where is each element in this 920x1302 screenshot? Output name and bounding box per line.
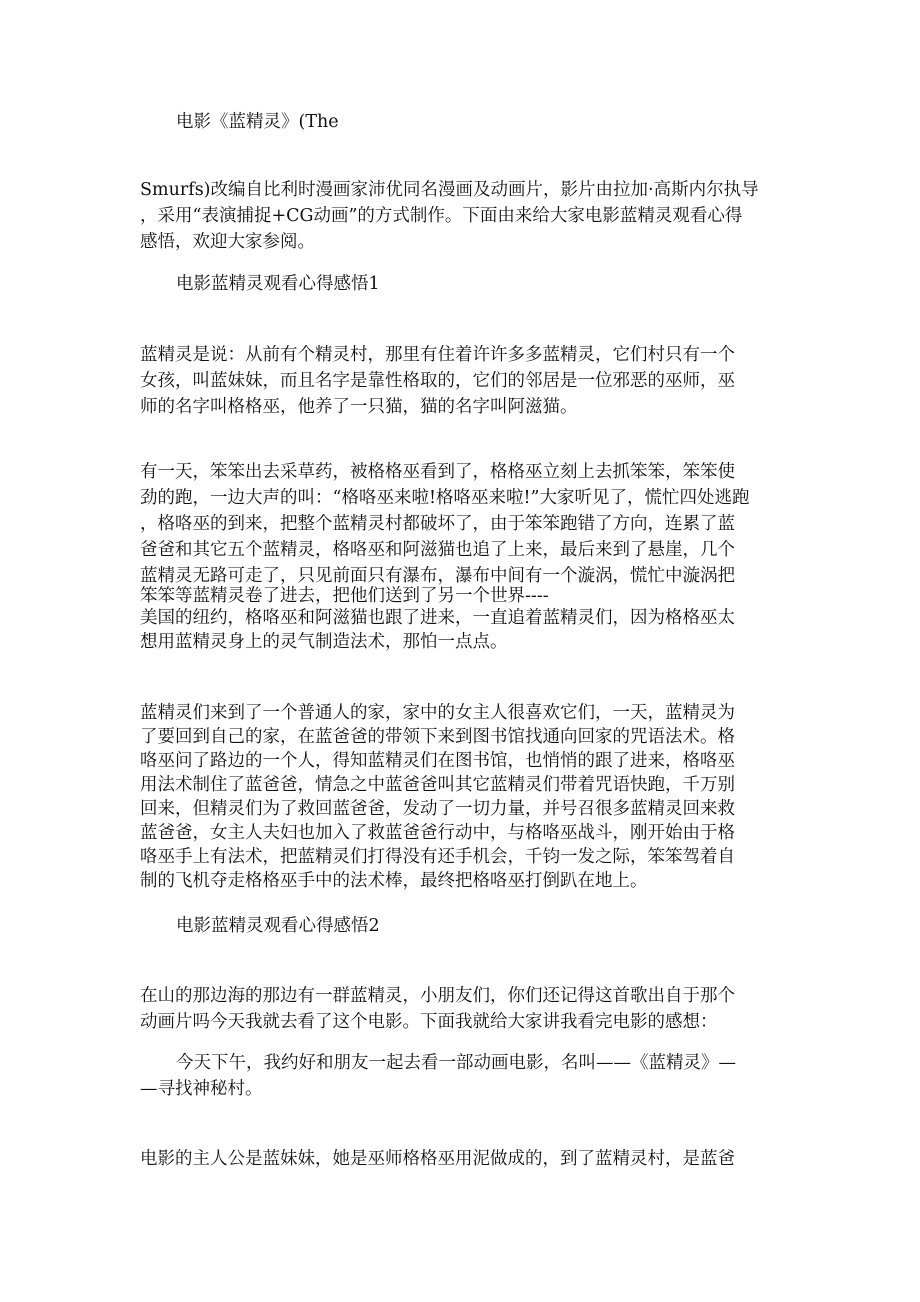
paragraph-line: 电影的主人公是蓝妹妹，她是巫师格格巫用泥做成的，到了蓝精灵村，是蓝爸 (140, 1149, 735, 1169)
intro-line: 感悟，欢迎大家参阅。 (140, 232, 315, 252)
paragraph-line: 蓝爸爸，女主人夫妇也加入了救蓝爸爸行动中，与格咯巫战斗，刚开始由于格 (140, 823, 735, 843)
intro-title-line: 电影《蓝精灵》(The (176, 112, 339, 132)
paragraph-line: 笨笨等蓝精灵卷了进去，把他们送到了另一个世界---- (140, 586, 549, 606)
paragraph-line: 用法术制住了蓝爸爸，情急之中蓝爸爸叫其它蓝精灵们带着咒语快跑，千万别 (140, 775, 735, 795)
paragraph-line: 蓝精灵无路可走了，只见前面只有瀑布，瀑布中间有一个漩涡，慌忙中漩涡把 (140, 566, 735, 586)
paragraph-line: 师的名字叫格格巫，他养了一只猫，猫的名字叫阿滋猫。 (140, 397, 578, 417)
paragraph-line: 女孩，叫蓝妹妹，而且名字是靠性格取的，它们的邻居是一位邪恶的巫师，巫 (140, 371, 735, 391)
paragraph-line: —寻找神秘村。 (140, 1079, 263, 1099)
paragraph-line: ，格咯巫的到来，把整个蓝精灵村都破坏了，由于笨笨跑错了方向，连累了蓝 (140, 514, 735, 534)
intro-line: Smurfs)改编自比利时漫画家沛优同名漫画及动画片，影片由拉加·高斯内尔执导 (140, 180, 759, 200)
paragraph-line: 爸爸和其它五个蓝精灵，格咯巫和阿滋猫也追了上来，最后来到了悬崖，几个 (140, 540, 735, 560)
paragraph-line: 今天下午，我约好和朋友一起去看一部动画电影，名叫——《蓝精灵》— (176, 1053, 736, 1073)
paragraph-line: 美国的纽约，格咯巫和阿滋猫也跟了进来，一直追着蓝精灵们，因为格格巫太 (140, 608, 735, 628)
paragraph-line: 回来，但精灵们为了救回蓝爸爸，发动了一切力量，并号召很多蓝精灵回来救 (140, 799, 735, 819)
section-heading-2: 电影蓝精灵观看心得感悟2 (176, 916, 380, 936)
paragraph-line: 想用蓝精灵身上的灵气制造法术，那怕一点点。 (140, 632, 508, 652)
paragraph-line: 动画片吗今天我就去看了这个电影。下面我就给大家讲我看完电影的感想： (140, 1012, 718, 1032)
paragraph-line: 有一天，笨笨出去采草药，被格格巫看到了，格格巫立刻上去抓笨笨，笨笨使 (140, 462, 735, 482)
paragraph-line: 了要回到自己的家，在蓝爸爸的带领下来到图书馆找通向回家的咒语法术。格 (140, 727, 735, 747)
paragraph-line: 劲的跑，一边大声的叫：“格咯巫来啦!格咯巫来啦!”大家听见了，慌忙四处逃跑 (140, 488, 750, 508)
paragraph-line: 咯巫手上有法术，把蓝精灵们打得没有还手机会，千钧一发之际，笨笨驾着自 (140, 847, 735, 867)
paragraph-line: 蓝精灵们来到了一个普通人的家，家中的女主人很喜欢它们，一天，蓝精灵为 (140, 703, 735, 723)
paragraph-line: 在山的那边海的那边有一群蓝精灵，小朋友们，你们还记得这首歌出自于那个 (140, 986, 735, 1006)
paragraph-line: 制的飞机夺走格格巫手中的法术棒，最终把格咯巫打倒趴在地上。 (140, 871, 648, 891)
intro-line: ，采用“表演捕捉+CG动画”的方式制作。下面由来给大家电影蓝精灵观看心得 (140, 206, 743, 226)
paragraph-line: 咯巫问了路边的一个人，得知蓝精灵们在图书馆，也悄悄的跟了进来，格咯巫 (140, 751, 735, 771)
paragraph-line: 蓝精灵是说：从前有个精灵村，那里有住着许许多多蓝精灵，它们村只有一个 (140, 345, 735, 365)
section-heading-1: 电影蓝精灵观看心得感悟1 (176, 274, 380, 294)
